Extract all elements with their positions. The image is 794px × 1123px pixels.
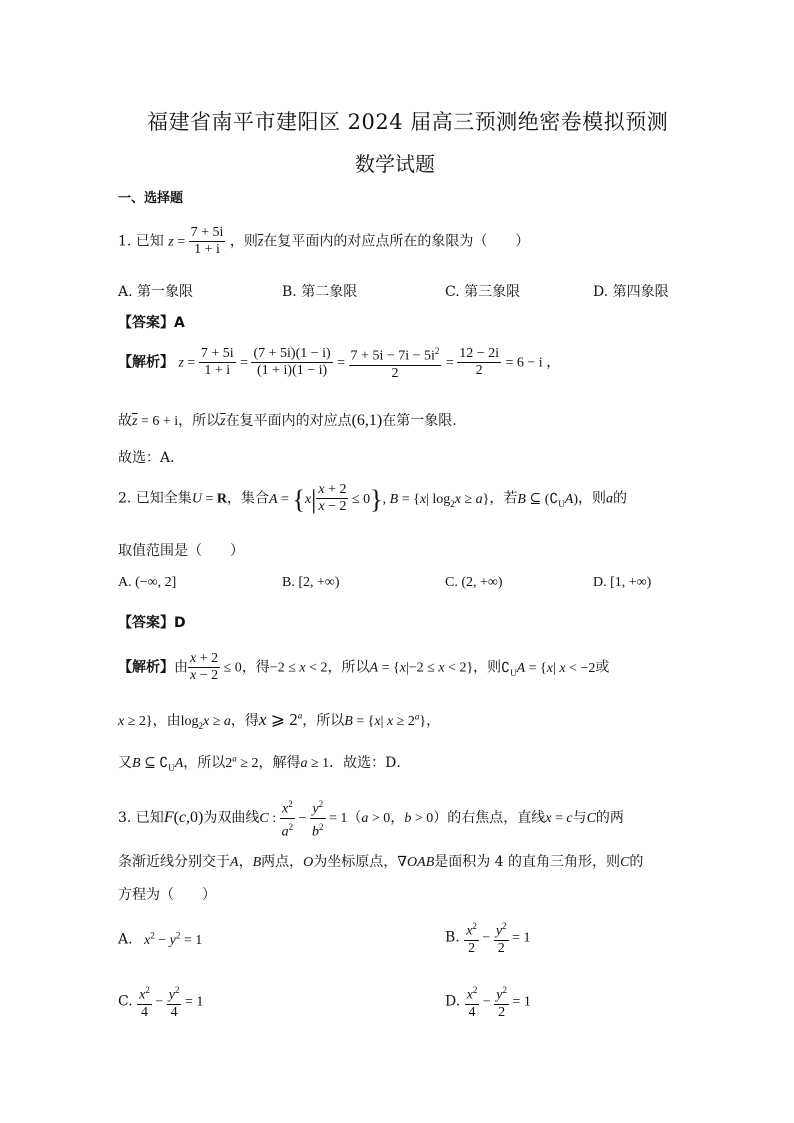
math-log: $\log_2x \ge a$ [180,714,231,731]
math-result: = 6 − i ， [505,355,561,371]
math-fraction: $\frac{y^2}{4}$ [167,982,182,1021]
math-curve-c: C : [259,811,280,827]
text: 又 [118,755,132,771]
math-set-a: A = {x| [268,484,317,514]
text: ，得 [241,659,270,676]
text: ，所以 [302,713,345,729]
text: ，所以 [327,659,370,676]
text: ，解得 [258,755,301,771]
math-c: C [620,855,630,870]
math-subset: B ⊆ $∁_UA$ [132,756,184,773]
text: ．故选：D． [329,755,411,771]
math-eq: = 1 [325,811,348,827]
q2-stem [118,482,627,515]
q3-number: 3. 已知 [118,810,164,827]
text: 在第一象限. [382,413,457,429]
q1-stem-tail2: 在复平面内的对应点所在的象限为（ ） [263,233,530,250]
option-letter: D. [445,993,461,1010]
math-cond: x ≥ 2} [118,714,153,729]
page-title: 福建省南平市建阳区 2024 届高三预测绝密卷模拟预测 [147,110,669,134]
q1-option-c: C. 第三象限 [445,284,521,300]
math-eq: = 1 [181,994,204,1010]
text: 与 [572,810,587,827]
text: 的 [613,490,628,507]
math-eq: = 1 [508,994,531,1010]
math-triangle: ∇OAB [397,855,435,870]
text: ，所以 [178,413,221,429]
math-fraction: $\frac{7 + 5i}{1 + i}$ [200,345,234,378]
math-a-pos: a > 0 [361,811,391,827]
text: ，则 [578,490,607,507]
text: 故 [118,413,132,429]
math-minus: − [295,811,310,827]
q2-analysis-line2 [118,710,440,731]
q2-analysis-label: 【解析】 [118,659,174,676]
math-minus: − [151,994,167,1010]
math-fraction: $\frac{12 - 2i}{2}$ [459,345,500,378]
q1-option-b: B. 第二象限 [282,284,358,300]
q1-option-d: D. 第四象限 [593,284,669,300]
text: 在复平面内的对应点 [225,413,352,429]
math-zbar: $\overline{z}$ [257,234,264,250]
text: （ [347,810,362,827]
q1-choose: 故选：A． [118,450,185,466]
text: ， [390,810,405,827]
text: 的 [629,854,644,870]
q3-stem-line2 [118,851,643,871]
q1-answer-label: 【答案】 [118,315,174,331]
math-point: (6,1) [351,412,383,429]
text: ，由 [152,713,181,729]
math-zbar-eq: $\overline{z} = 6 + i$ [132,414,179,429]
q2-answer-value: D [174,615,186,631]
math-eq: = [240,355,252,371]
q2-number: 2. 已知全集 [118,490,192,507]
math-fraction: $\frac{x^2}{4}$ [137,982,152,1021]
text: ， [238,854,253,870]
q3-stem [118,796,624,840]
math-eq: = [445,355,458,371]
q1-analysis [118,343,560,382]
math-set-b: B = {x| $x \ge 2^a$} [344,711,427,729]
math-z: z [178,355,184,371]
option-letter: A. [118,931,133,948]
math-eq: = 1 [508,930,531,946]
text: 是面积为 4 的直角三角形，则 [434,854,621,870]
q2-stem-line2: 取值范围是（ ） [118,543,244,559]
q1-option-a: A. 第一象限 [118,284,194,300]
math-eq: = [183,355,199,371]
option-letter: B. [445,929,460,946]
math-o: O [303,855,314,870]
math-fraction: $\frac{y^2}{2}$ [494,982,509,1021]
math-power: $2^a \ge 2$ [225,753,259,771]
text: 两点， [261,854,304,870]
math-fraction: $\frac{7 + 5i - 7i - 5i^2}{2}$ [349,343,442,382]
q2-option-b: B. [2, +∞) [282,575,340,590]
text: ，则 [473,659,502,676]
math-subset: B ⊆ $(∁_UA)$ [517,491,579,509]
math-line: x = c [545,811,573,827]
text: 由 [174,659,188,676]
q1-fraction: $\frac{7 + 5i}{1 + i}$ [190,225,224,257]
math-universal: U = R [191,491,227,507]
text: ，若 [489,490,518,507]
q2-option-a: A. (−∞, 2] [118,575,177,590]
text: 为坐标原点， [313,854,398,870]
math-ineq: ≤ 0 [220,660,242,676]
math-b: B [252,855,262,870]
text: ，所以 [183,755,226,771]
math-fraction: $\frac{x + 2}{x - 2}$ [318,482,347,514]
math-range: −2 ≤ x < 2 [269,660,328,676]
q3-stem-line3: 方程为（ ） [118,887,216,903]
math-set-a: A = {x|−2 ≤ x < 2} [369,660,474,676]
option-letter: C. [118,993,133,1010]
math-fraction: $\frac{x^2}{a^2}$ [280,796,296,840]
math-x-geq: x ⩾ 2$^a$ [258,710,303,729]
q2-option-d: D. [1, +∞) [593,575,652,590]
q1-analysis-line2 [118,410,457,430]
q1-stem-tail: ，则 [229,233,258,250]
math-a: a [606,491,614,507]
q2-answer [118,612,186,632]
math-fraction: $\frac{x^2}{4}$ [465,982,480,1021]
section-heading: 一、选择题 [118,191,184,206]
text: 或 [595,659,610,676]
math-focus: F(c,0) [163,809,204,827]
q3-option-a [118,930,202,949]
math-fraction: $\frac{y^2}{2}$ [494,918,509,957]
math-fraction: $\frac{(7 + 5i)(1 - i)}{(1 + i)(1 - i)}$ [253,345,331,378]
q1-analysis-label: 【解析】 [118,354,174,371]
page-subtitle: 数学试题 [355,152,435,176]
math-fraction: $\frac{y^2}{b^2}$ [310,796,326,840]
text: ）的右焦点，直线 [433,810,546,827]
q3-option-c [118,982,203,1021]
text: 为双曲线 [203,810,260,827]
q2-analysis-line3 [118,752,410,773]
math-expr: $x^2 - y^2 = 1$ [144,930,203,948]
text: 条渐近线分别交于 [118,854,230,870]
q3-option-d [445,982,531,1021]
math-z: z [168,234,174,250]
text: 的两 [595,810,624,827]
math-minus: − [479,994,495,1010]
math-c: C [586,811,596,827]
q2-answer-label: 【答案】 [118,615,174,631]
text: ，集合 [226,490,269,507]
math-a: A [230,855,239,870]
math-set-a-end: ≤ 0}, B = {x| $\log_2x \ge a$} [348,484,490,514]
comma: ， [426,714,441,729]
math-eq: = [173,234,189,250]
math-zbar: $\overline{z}$ [220,414,226,429]
math-result: a ≥ 1 [300,756,330,771]
q1-answer [118,312,185,332]
q2-analysis [118,651,609,684]
q1-stem [118,225,529,258]
math-complement: $∁_UA = \{x|$ x < −2 [501,660,596,678]
q1-answer-value: A [174,315,185,331]
math-fraction: $\frac{x + 2}{x - 2}$ [190,651,219,683]
math-minus: − [478,930,494,946]
q1-number: 1. 已知 [118,233,164,250]
q3-option-b [445,918,530,957]
math-eq: = [337,355,349,371]
text: ，得 [230,713,259,729]
math-fraction: $\frac{x^2}{2}$ [464,918,479,957]
math-b-pos: b > 0 [404,811,434,827]
q2-option-c: C. (2, +∞) [445,575,503,590]
